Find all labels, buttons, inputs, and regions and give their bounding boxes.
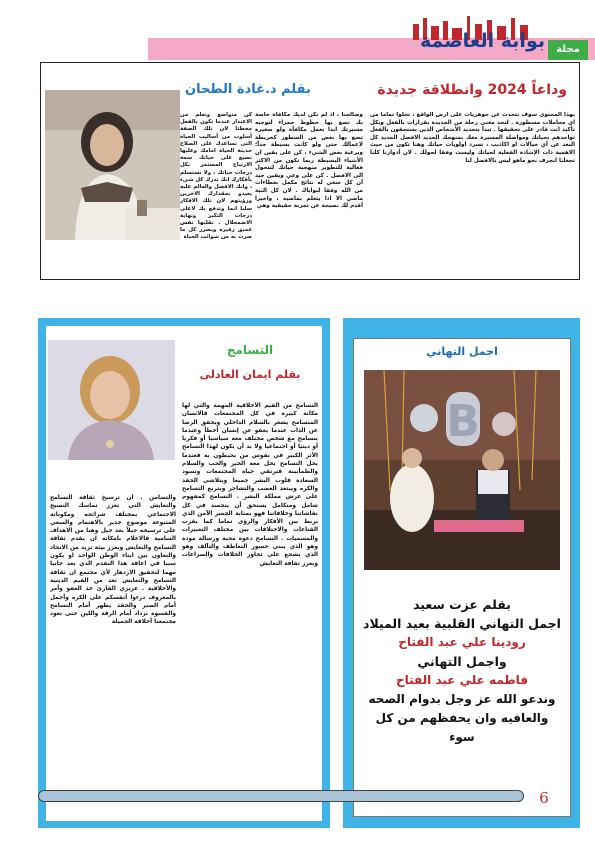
section-tag: مجلة bbox=[548, 40, 588, 60]
top-article-col-left: كن متواضع وتعلم من الاعتذار عندما تكون بالفعل مخطئا لان تلك الصفة أسلوب من أساليب الحياة التى تساعدك على الصلاح حديثة الحياة امامك وعليها تضيع على حياتك سمة الارتياح المستمر بكل درجات حياتك ، ولا تستسلم بأفكارك انك تدرك كل شيء ، وانك الافضل والعالم عليه يعيدو بمقدارك الاخرين ورؤيتهم لان تلك الافكار سلبا انما وتدفع بك لاعلى درجات التكبر ونهاية الاضمحلال . تقلبها نفس عميق زفيره وبضرر كل ما صرت به من شوائب الحياة bbox=[180, 112, 252, 241]
greeting-line1: اجمل التهاني القلبية بعيد الميلاد bbox=[363, 616, 561, 631]
page-number: 6 bbox=[539, 789, 549, 807]
greeting-line4: والعافيه وان يحفظهم من كل bbox=[375, 711, 549, 725]
greeting-title: اجمل التهاني bbox=[426, 345, 498, 358]
tolerance-col-right: التسامح من القيم الأخلاقية المهمة والتي لها مكانة كبيرة في كل المجتمعات فالانسان المتسامح يشعر بالسلام الداخلي ويحقق الرضا عن الذات عندما يعفو عن إنسان أخطأ وعندما يتسامح مع شخص مختلف معه سياسيا أو فكريا أو دينيا أو اجتماعيا ولا بد أن يكون لهذا التسامح الأثر الكبير في نفوس من يحيطون به فعندما يحل التسامح يحل معه الخير والحب والسلام والطمأنينة فترتقي حياة المجتمعات وتسود السعادة قلوب البشر جميعا ويتلاشى الحقد والكره ويبتعد الغضب والتشاجر ويتربع التسامح على عرش مملكة البشر . التسامح كمفهوم شامل ومتكامل يستحق أن يتجسد في كل نقاشاتنا وخلافاتنا فهو بمثابة الجسر الآمن الذي يربط بين الأفكار والرؤى تماما كما يقرب القناعات والاختلافات بين مختلف التعبيرات والمسميات . التسامح دعوة محبة ورسالة مودة وهو الذي يبني جسور التعاطف والتآلف وهو الذي يشجع على تجاوز الخلافات والصراعات ويعزز ثقافة التعايش bbox=[182, 403, 318, 567]
logo-text: بوابة العاصمة bbox=[420, 30, 545, 52]
top-article-author: بقلم د.غادة الطحان bbox=[185, 82, 311, 97]
greeting-name1: رودينا علي عبد الفتاح bbox=[398, 635, 526, 649]
author-photo-ghada bbox=[45, 90, 180, 240]
top-article-col-middle: وصالحنا ، اذ لم تكن لديك مكافأة خاصة بك تضع بها خطوط حمراء لتوجيه مسيرتك ابدا بعمل مكافأة ولو صغيرة تضع بها بعض من السطور كخريطة لاعمالك حتى ولو كانت بسيطة جداً؛ وبرغبة بعض الشيء ، كن على يقين ان الأشياء البسيطة ربما تكون من الاكثر فعالية للتطوير منهجية حياتك لتتحول الى الافضل . كن على وعي ويقين جيد أن كل سعي له نتائج مكمل بعطاءات من الله وفقا لنواياك . لان كل النية ماضي الا اذا يتعلم بماضيه ، واخيرا أقدم لك نصيحة عن تجربة حقيقية وهي bbox=[255, 112, 363, 210]
tolerance-col-left: والتضامن . ان ترسيخ ثقافة التسامح والتعايش التي تعزز تماسك النسيج الاجتماعي بمختلف شرائحه ومكوناته المتنوعة موضوع جدير بالاهتمام والسعي على ترسيخه جيلاً بعد جيل وهنا من الاهداف السامية فالاعلام بامكانه ان يقدم ثقافة التسامح والتعايش ويعزز بيئة تزيد من الاتحاد والتعاون بين ابناء الوطن الواحد او يكون سببا في اعاقة هذا التقدم الذي يعد جانبا مهما لتحقيق الازدهار لأي مجتمع ان ثقافة التسامح والتعايش تعد من القيم الدينية والأخلاقية . عزيزي القارئ خذ العفو وأمر بالمعروف درءوا أنفسكم على الكره وأجمل أمام الصبر والحقد يظهر أمام التسامح والقسوة تزداد أمام الرقة واللين حتى تعود مجتمعنا أخلاقه الجميلة bbox=[50, 495, 176, 626]
greeting-author: بقلم عزت سعيد bbox=[413, 597, 511, 612]
greeting-line2: واجمل التهاني bbox=[417, 654, 507, 669]
tolerance-author: بقلم ايمان العادلى bbox=[199, 368, 301, 381]
tolerance-title: التسامح bbox=[226, 343, 274, 357]
author-photo-eman bbox=[48, 340, 175, 460]
birthday-photo bbox=[364, 370, 560, 570]
top-article-col-right: بهذا المحتوى سوف نتحدث عن جوهريات على ارض الواقع ، تخلوا تماماً من اي مجاملات مسطورة . لتجد معنى رحلة من الجديدة بقرارات بالفعل وبكل تأكيد انت قادر على تحقيقها . تبدأ بتحديد الأشخاص الذين يستحقون بالفعل تواجدهم بحياتك ومواصلة المسيرة معك بمنهجك الجديد الافضل الجديد كل البعد عن أي خيالات او اكاذيب ، تسرد اولويات حياتك وهنا تكون من حيث الاهمية ذات الإشادة الفعلية لحياتك وليست وفقا لحولك . لان أدوارنا كلنا تجعلنا انجرف نحو ماهو ليس بالافضل لنا bbox=[370, 112, 575, 164]
greeting-text bbox=[355, 595, 569, 747]
balloon-letter: B bbox=[446, 396, 480, 447]
magazine-logo bbox=[395, 14, 545, 56]
top-article-title: وداعاً 2024 وانطلاقة جديدة bbox=[377, 82, 567, 98]
greeting-line5: سوء bbox=[449, 730, 475, 744]
greeting-line3: وندعو الله عز وجل بدوام الصحه bbox=[368, 692, 556, 706]
greeting-name2: فاطمه علي عبد الفتاح bbox=[395, 673, 529, 687]
footer-bar bbox=[38, 790, 524, 802]
